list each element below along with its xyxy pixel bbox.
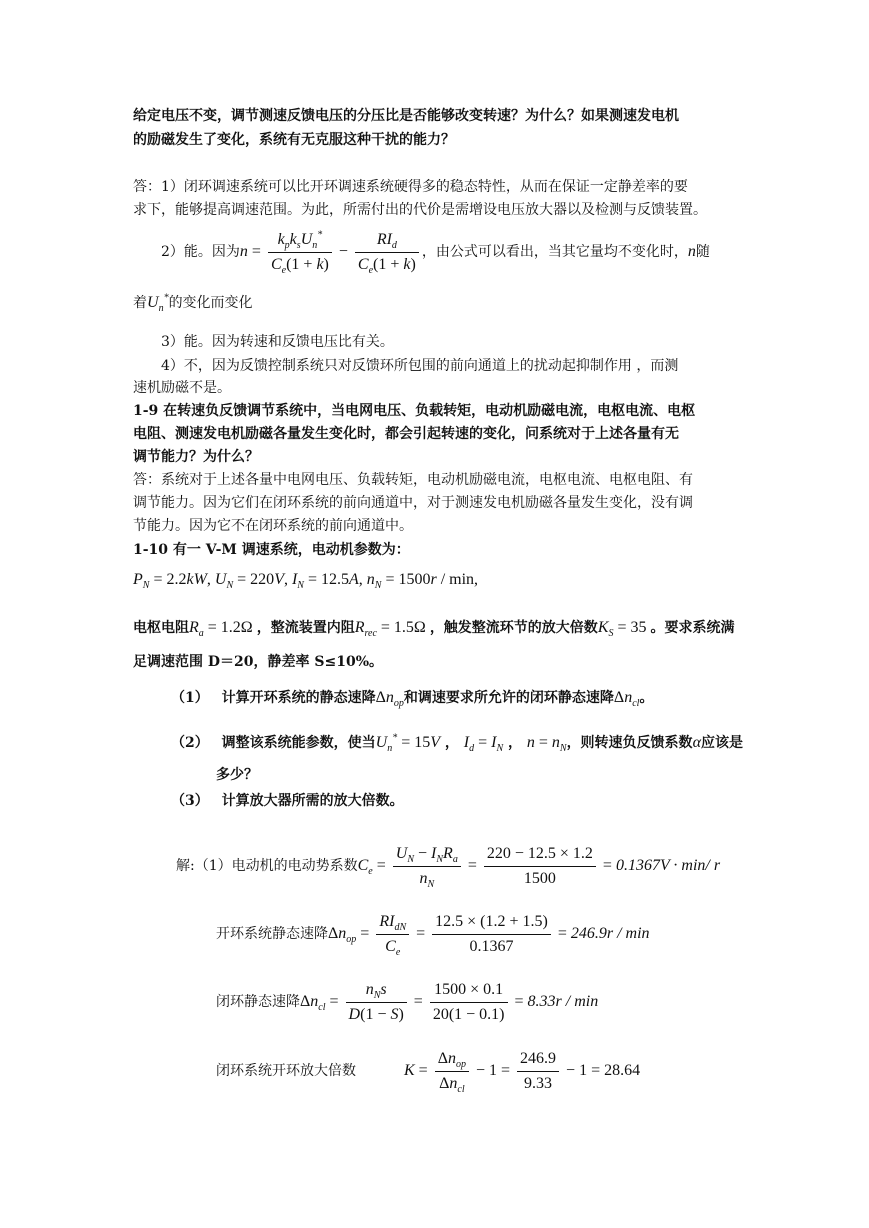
answer-text: ，由公式可以看出，当其它量均不变化时，	[421, 244, 688, 260]
result-value: 28.64	[604, 1062, 641, 1079]
text-segment: 开环系统静态速降	[216, 926, 328, 942]
answer-line: 答：1）闭环调速系统可以比开环调速系统硬得多的稳态特性，从而在保证一定静差率的要	[133, 179, 688, 195]
answer-text: 着	[133, 295, 147, 311]
answer-text: 2）能。因为	[161, 244, 240, 260]
question-line: 给定电压不变，调节测速反馈电压的分压比是否能够改变转速？为什么？如果测速发电机	[133, 108, 679, 124]
text-segment: 调整该系统能参数，使当	[221, 735, 376, 751]
solution-ce: 解:（1）电动机的电动势系数$C_e$ = $\frac{U_N - I_NR_a}{n_N}$ = $\frac{220 - 12.5 \times 1.2}{1500}$ = 0.1367V · min/ r	[176, 844, 721, 890]
text-segment: 解:（1）电动机的电动势系数	[176, 858, 358, 874]
solution-closed-loop: 闭环静态速降$\Delta n_{cl}$ = $\frac{n_Ns}{D(1 - S)}$ = $\frac{1500 \times 0.1}{20(1 - 0.1)}$ = 8.33r / min	[216, 980, 599, 1023]
question-title: 1-10 有一 V-M 调速系统，电动机参数为：	[133, 542, 410, 558]
fraction: $\frac{1500 \times 0.1}{20(1 - 0.1)}$	[430, 980, 508, 1025]
fraction: $\frac{n_Ns}{D(1 - S)}$	[346, 980, 407, 1025]
text-segment: 闭环系统开环放大倍数	[216, 1063, 356, 1079]
fraction: $\frac{RI_{dN}}{C_e}$	[376, 912, 409, 957]
answer-line	[133, 293, 253, 313]
result-value: 8.33r / min	[527, 993, 599, 1010]
formula-n: n	[239, 243, 248, 260]
parameters-line: 足调速范围 D＝20，静差率 S≤10%。	[133, 654, 383, 670]
question-line: 调节能力？为什么？	[133, 449, 259, 465]
solution-gain: 闭环系统开环放大倍数 K = $\frac{\Delta n_{op}}{\Delta n_{cl}}$ − 1 = $\frac{246.9}{9.33}$ − 1 = 28.64	[216, 1049, 641, 1095]
answer-formula-line: 2）能。因为n = $\frac{k_pk_sU_n^*}{C_e(1 + k)}$ − $\frac{RI_d}{C_e(1 + k)}$ ，由公式可以看出，当其它量均不变化时，n随	[161, 229, 710, 276]
sub-question-1: （1） 计算开环系统的静态速降$\Delta n_{op}$和调速要求所允许的闭环静态速降$\Delta n_{cl}$。	[171, 689, 654, 710]
text-segment: ，整流装置内阻	[256, 620, 355, 636]
formula-fraction-2: $\frac{RI_d}{C_e(1 + k)}$	[355, 230, 419, 275]
fraction: $\frac{\Delta n_{op}}{\Delta n_{cl}}$	[435, 1049, 469, 1094]
answer-line: 调节能力。因为它们在闭环系统的前向通道中，对于测速发电机励磁各量发生变化，没有调	[133, 495, 693, 511]
item-number: （3）	[171, 793, 209, 809]
answer-text: 随	[695, 244, 710, 260]
question-line: 电阻、测速发电机励磁各量发生变化时，都会引起转速的变化，问系统对于上述各量有无	[133, 426, 679, 442]
fraction: $\frac{246.9}{9.33}$	[517, 1049, 559, 1094]
fraction: $\frac{220 - 12.5 \times 1.2}{1500}$	[484, 844, 596, 889]
result-value: 246.9r / min	[570, 925, 650, 942]
sub-question-3	[171, 791, 404, 811]
answer-line: 求下，能够提高调速范围。为此，所需付出的代价是需增设电压放大器以及检测与反馈装置。	[133, 202, 707, 218]
text-segment: 计算放大器所需的放大倍数。	[221, 793, 404, 809]
sub-question-2: （2） 调整该系统能参数，使当$U_n^* = 15V$ ， $I_d = I_N$ ， $n = n_N$，则转速负反馈系数α应该是	[171, 732, 743, 755]
answer-text: 的变化而变化	[168, 295, 253, 311]
answer-line: 速机励磁不是。	[133, 380, 231, 396]
formula-un: $U_n^*$	[147, 292, 169, 315]
item-number: （1）	[171, 690, 209, 706]
parameters-line: 电枢电阻$R_a = 1.2\Omega$ ，整流装置内阻$R_{rec} = 1.5\Omega$ ，触发整流环节的放大倍数$K_S = 35$ 。要求系统满	[133, 619, 735, 640]
item-number: （2）	[171, 735, 209, 751]
text-segment: 。要求系统满	[650, 620, 735, 636]
fraction: $\frac{12.5 \times (1.2 + 1.5)}{0.1367}$	[432, 912, 551, 957]
text-segment: 计算开环系统的静态速降	[221, 690, 376, 706]
question-line: 1-9 在转速负反馈调节系统中，当电网电压、负载转矩，电动机励磁电流，电枢电流、电枢	[133, 403, 696, 419]
sub-question-2-cont: 多少？	[216, 767, 258, 783]
solution-open-loop: 开环系统静态速降$\Delta n_{op}$ = $\frac{RI_{dN}}{C_e}$ = $\frac{12.5 \times (1.2 + 1.5)}{0.1367}$ = 246.9r / min	[216, 912, 650, 958]
question-line: 的励磁发生了变化，系统有无克服这种干扰的能力？	[133, 132, 455, 148]
answer-line: 答：系统对于上述各量中电网电压、负载转矩，电动机励磁电流，电枢电流、电枢电阻、有	[133, 472, 693, 488]
text-segment: ，则转速负反馈系数	[566, 735, 693, 751]
text-segment: ，触发整流环节的放大倍数	[429, 620, 598, 636]
answer-line: 3）能。因为转速和反馈电压比有关。	[161, 334, 394, 350]
text-segment: 电枢电阻	[133, 620, 189, 636]
text-segment: 闭环静态速降	[216, 994, 300, 1010]
motor-parameters: $P_N = 2.2kW$, $U_N = 220V$, $I_N = 12.5A$, $n_N = 1500r / \min$,	[133, 571, 479, 592]
answer-line: 4）不，因为反馈控制系统只对反馈环所包围的前向通道上的扰动起抑制作用 ，而测	[161, 358, 679, 374]
answer-line: 节能力。因为它不在闭环系统的前向通道中。	[133, 518, 413, 534]
fraction: $\frac{U_N - I_NR_a}{n_N}$	[393, 844, 461, 889]
text-segment: 和调速要求所允许的闭环静态速降	[403, 690, 614, 706]
text-segment: 应该是	[700, 735, 743, 751]
formula-fraction-1: $\frac{k_pk_sU_n^*}{C_e(1 + k)}$	[268, 230, 332, 275]
text-segment: 。	[639, 690, 654, 706]
result-value: 0.1367V · min/ r	[615, 857, 721, 874]
formula-n: n	[687, 243, 696, 260]
